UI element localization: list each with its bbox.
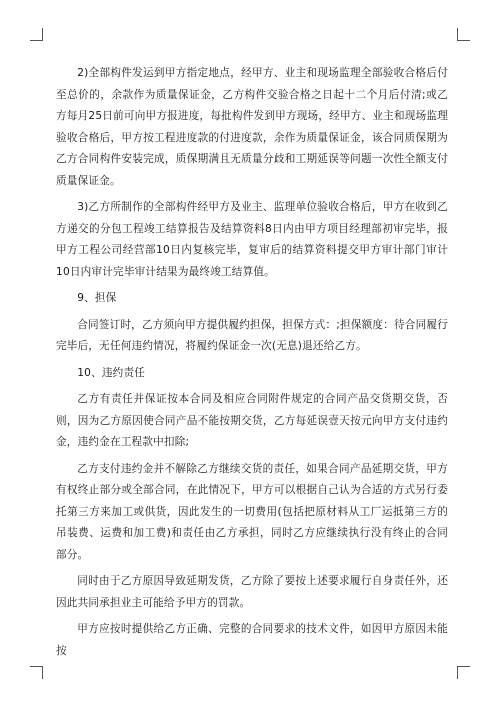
crop-mark-bottom-right xyxy=(457,666,470,679)
section-heading-liability: 10、违约责任 xyxy=(77,366,146,379)
crop-mark-top-left xyxy=(30,28,43,41)
paragraph-liability-4: 甲方应按时提供给乙方正确、完整的合同要求的技术文件，如因甲方原因未能按 xyxy=(56,623,448,657)
paragraph-liability-2: 乙方支付违约金并不解除乙方继续交货的责任，如果合同产品延期交货，甲方有权终止部分或全部合同，在此情况下，甲方可以根据自己认为合适的方式另行委托第三方来加工或供货，因此发生的一切费用(包括把原材料从工厂运抵第三方的吊装费、运费和加工费)和责任由乙方承担，同时乙方应继续执行没有终止的合同部分。 xyxy=(56,462,448,561)
paragraph-liability-1: 乙方有责任并保证按本合同及相应合同附件规定的合同产品交货期交货，否则，因为乙方原因使合同产品不能按期交货，乙方每延误壹天按元向甲方支付违约金，违约金在工程款中扣除; xyxy=(56,393,448,448)
paragraph-payment-2: 2)全部构件发运到甲方指定地点，经甲方、业主和现场监理全部验收合格后付至总价的，余款作为质量保证金，乙方构件交验合格之日起十二个月后付清;或乙方每月25日前可向甲方报进度，每批构件发到甲方现场，经甲方、业主和现场监理验收合格后，甲方按工程进度款的付进度款，余作为质量保证金，该合同质保期为乙方合同构件安装完成，质保期满且无质量分歧和工期延误等问题一次性全额支付质量保证金。 xyxy=(56,67,448,187)
document-body xyxy=(56,63,448,662)
crop-mark-bottom-left xyxy=(30,666,43,679)
crop-mark-top-right xyxy=(457,28,470,41)
section-heading-guarantee: 9、担保 xyxy=(77,292,117,304)
paragraph-payment-3: 3)乙方所制作的全部构件经甲方及业主、监理单位验收合格后，甲方在收到乙方递交的分包工程竣工结算报告及结算资料8日内由甲方项目经理部初审完毕，报甲方工程公司经营部10日内复核完毕，复审后的结算资料提交甲方审计部门审计10日内审计完毕审计结果为最终竣工结算值。 xyxy=(56,201,448,278)
paragraph-liability-3: 同时由于乙方原因导致延期发货，乙方除了要按上述要求履行自身责任外，还因此共同承担业主可能给予甲方的罚款。 xyxy=(56,575,448,609)
paragraph-guarantee: 合同签订时，乙方须向甲方提供履约担保，担保方式：;担保额度：待合同履行完毕后，无任何违约情况，将履约保证金一次(无息)退还给乙方。 xyxy=(56,318,448,352)
